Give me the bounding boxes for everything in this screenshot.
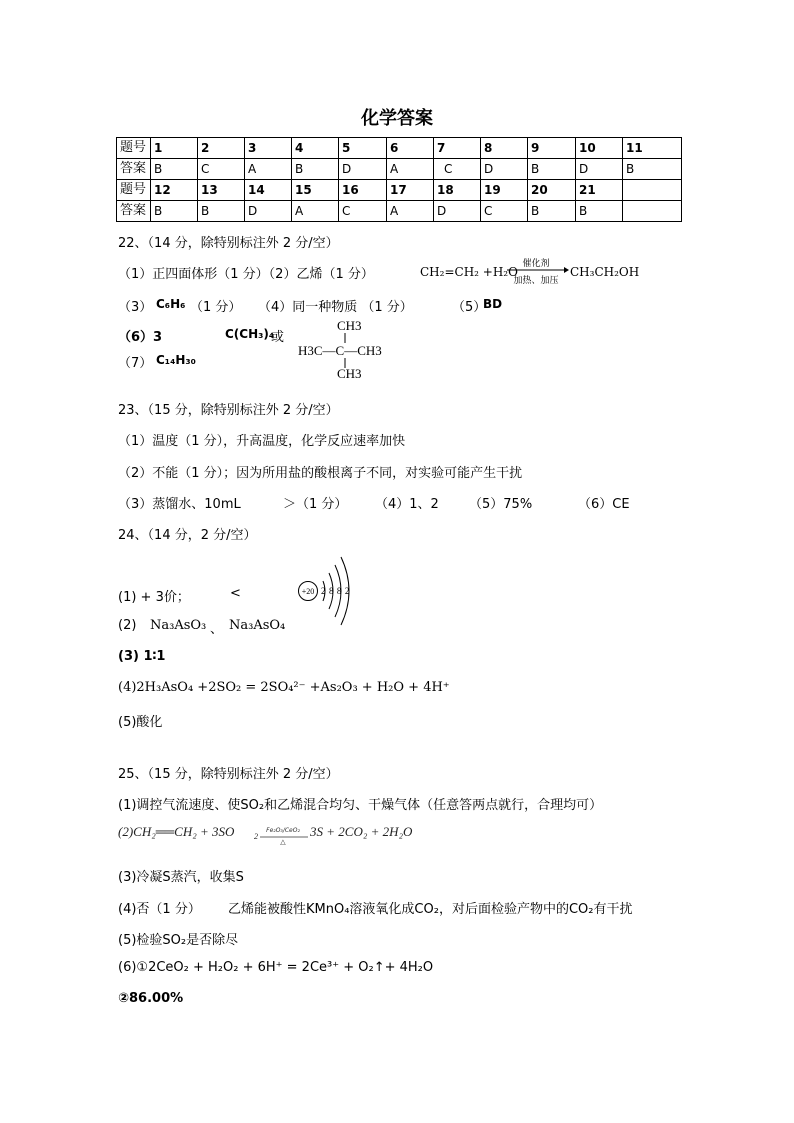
atom-shell-electrons: 2 8 8 2 bbox=[321, 586, 350, 596]
q25-equation-subscript: 2 bbox=[254, 832, 258, 841]
q25-line4-reason: 乙烯能被酸性KMnO₄溶液氧化成CO₂，对后面检验产物中的CO₂有干扰 bbox=[228, 902, 633, 917]
q22-line3-q5: （5） bbox=[452, 300, 487, 315]
q25-line6: (6)①2CeO₂ + H₂O₂ + 6H⁺ = 2Ce³⁺ + O₂↑+ 4H₂O bbox=[118, 960, 434, 975]
table-cell: A bbox=[387, 201, 434, 222]
q22-line6-formula: C(CH₃)₄ bbox=[225, 327, 275, 341]
table-row-header: 题号 bbox=[117, 180, 151, 201]
table-cell: A bbox=[387, 159, 434, 180]
table-row-header: 题号 bbox=[117, 138, 151, 159]
table-cell bbox=[623, 180, 682, 201]
q22-line3-label: （3） bbox=[118, 300, 153, 315]
table-cell: D bbox=[245, 201, 292, 222]
table-cell: 10 bbox=[576, 138, 623, 159]
table-cell: D bbox=[481, 159, 528, 180]
q22-line6-or: 或 bbox=[271, 330, 285, 345]
q22-line3-q4: （4）同一种物质 （1 分） bbox=[258, 300, 413, 315]
struct-middle: H3C—C—CH3 bbox=[298, 343, 382, 358]
table-cell: B bbox=[623, 159, 682, 180]
table-cell: C bbox=[481, 201, 528, 222]
table-cell: B bbox=[576, 201, 623, 222]
table-row bbox=[117, 201, 682, 222]
q22-line3-answer: BD bbox=[483, 297, 503, 311]
q22-line3-formula: C₆H₆ bbox=[156, 297, 186, 311]
q23-line2: （2）不能（1 分）；因为所用盐的酸根离子不同，对实验可能产生干扰 bbox=[118, 466, 523, 481]
q22-header: 22、（14 分，除特别标注外 2 分/空） bbox=[118, 236, 339, 251]
table-cell: C bbox=[434, 159, 481, 180]
q24-line1-compare: < bbox=[230, 586, 241, 601]
table-cell: 2 bbox=[198, 138, 245, 159]
table-cell: 15 bbox=[292, 180, 339, 201]
q23-line1: （1）温度（1 分），升高温度，化学反应速率加快 bbox=[118, 434, 406, 449]
q22-equation-condition-top: 催化剂 bbox=[522, 259, 550, 269]
table-cell: C bbox=[339, 201, 387, 222]
q22-line7-formula: C₁₄H₃₀ bbox=[156, 353, 196, 367]
table-cell: B bbox=[198, 201, 245, 222]
q25-line5: (5)检验SO₂是否除尽 bbox=[118, 933, 239, 948]
table-cell: B bbox=[151, 201, 198, 222]
table-cell: A bbox=[292, 201, 339, 222]
table-cell: 13 bbox=[198, 180, 245, 201]
q25-line4-answer: (4)否（1 分） bbox=[118, 902, 201, 917]
table-row-header: 答案 bbox=[117, 159, 151, 180]
q22-equation-condition-bottom: 加热、加压 bbox=[513, 276, 559, 286]
q22-equation-right: CH₃CH₂OH bbox=[570, 265, 640, 279]
q23-line3-q4: （4）1、2 bbox=[375, 497, 439, 512]
table-row bbox=[117, 159, 682, 180]
table-cell: 19 bbox=[481, 180, 528, 201]
table-cell: 1 bbox=[151, 138, 198, 159]
table-cell: 9 bbox=[528, 138, 576, 159]
q23-header: 23、（15 分，除特别标注外 2 分/空） bbox=[118, 403, 339, 418]
table-cell: 21 bbox=[576, 180, 623, 201]
q24-line3: (3) 1∶1 bbox=[118, 649, 166, 664]
q25-line7: ②86.00% bbox=[118, 991, 184, 1006]
q22-line3-score: （1 分） bbox=[190, 300, 242, 315]
q25-equation-left: (2)CH₂══CH₂ + 3SO bbox=[118, 824, 235, 839]
table-cell: 20 bbox=[528, 180, 576, 201]
table-cell: B bbox=[528, 159, 576, 180]
q24-line5: (5)酸化 bbox=[118, 715, 163, 730]
q24-header: 24、（14 分，2 分/空） bbox=[118, 528, 257, 543]
table-cell: 17 bbox=[387, 180, 434, 201]
q23-line3-q5: （5）75% bbox=[469, 497, 533, 512]
table-row bbox=[117, 180, 682, 201]
table-cell: B bbox=[151, 159, 198, 180]
q22-line7-label: （7） bbox=[118, 356, 153, 371]
q22-line6: （6）3 bbox=[118, 330, 163, 345]
page-title: 化学答案 bbox=[361, 108, 433, 129]
struct-bond-top bbox=[343, 333, 347, 343]
q24-line1: (1) + 3价； bbox=[118, 590, 190, 605]
q25-header: 25、（15 分，除特别标注外 2 分/空） bbox=[118, 767, 339, 782]
table-cell: B bbox=[292, 159, 339, 180]
table-cell: D bbox=[576, 159, 623, 180]
q25-equation-condition-bottom: △ bbox=[280, 838, 286, 846]
struct-bottom: CH3 bbox=[337, 366, 362, 381]
table-row-header: 答案 bbox=[117, 201, 151, 222]
table-cell: 18 bbox=[434, 180, 481, 201]
atom-structure-diagram bbox=[296, 555, 368, 631]
table-cell: 11 bbox=[623, 138, 682, 159]
q25-equation-condition-top: Fe₂O₃/CeO₂ bbox=[266, 827, 300, 834]
q24-line4: (4)2H₃AsO₄ +2SO₂ = 2SO₄²⁻ +As₂O₃ + H₂O + 4H⁺ bbox=[118, 680, 450, 695]
table-cell: 7 bbox=[434, 138, 481, 159]
answer-table bbox=[116, 137, 682, 222]
table-cell: 4 bbox=[292, 138, 339, 159]
table-cell: C bbox=[198, 159, 245, 180]
q23-line3-q6: （6）CE bbox=[578, 497, 630, 512]
table-cell: 6 bbox=[387, 138, 434, 159]
q24-line2-label: (2) bbox=[118, 618, 137, 633]
table-cell: D bbox=[339, 159, 387, 180]
q22-equation-left: CH₂=CH₂ +H₂O bbox=[420, 265, 518, 279]
table-cell: 16 bbox=[339, 180, 387, 201]
q24-line2-formula2: Na₃AsO₄ bbox=[229, 618, 286, 633]
table-cell: 5 bbox=[339, 138, 387, 159]
q24-line2-separator: 、 bbox=[210, 622, 224, 637]
q25-line3: (3)冷凝S蒸汽，收集S bbox=[118, 870, 244, 885]
table-cell: 3 bbox=[245, 138, 292, 159]
table-cell: D bbox=[434, 201, 481, 222]
table-cell: 12 bbox=[151, 180, 198, 201]
q25-equation-right: 3S + 2CO₂ + 2H₂O bbox=[310, 824, 413, 839]
q22-line1: （1）正四面体形（1 分）（2）乙烯（1 分） bbox=[118, 267, 374, 282]
table-cell: 8 bbox=[481, 138, 528, 159]
table-cell: A bbox=[245, 159, 292, 180]
struct-top: CH3 bbox=[337, 318, 362, 333]
atom-nucleus-label: +20 bbox=[301, 587, 315, 596]
table-row bbox=[117, 138, 682, 159]
q24-line2-formula1: Na₃AsO₃ bbox=[150, 618, 207, 633]
table-cell: 14 bbox=[245, 180, 292, 201]
table-cell: B bbox=[528, 201, 576, 222]
q23-line3-compare: ＞（1 分） bbox=[283, 497, 348, 512]
q25-line1: (1)调控气流速度、使SO₂和乙烯混合均匀、干燥气体（任意答两点就行，合理均可） bbox=[118, 798, 603, 813]
table-cell bbox=[623, 201, 682, 222]
q23-line3-q3: （3）蒸馏水、10mL bbox=[118, 497, 241, 512]
